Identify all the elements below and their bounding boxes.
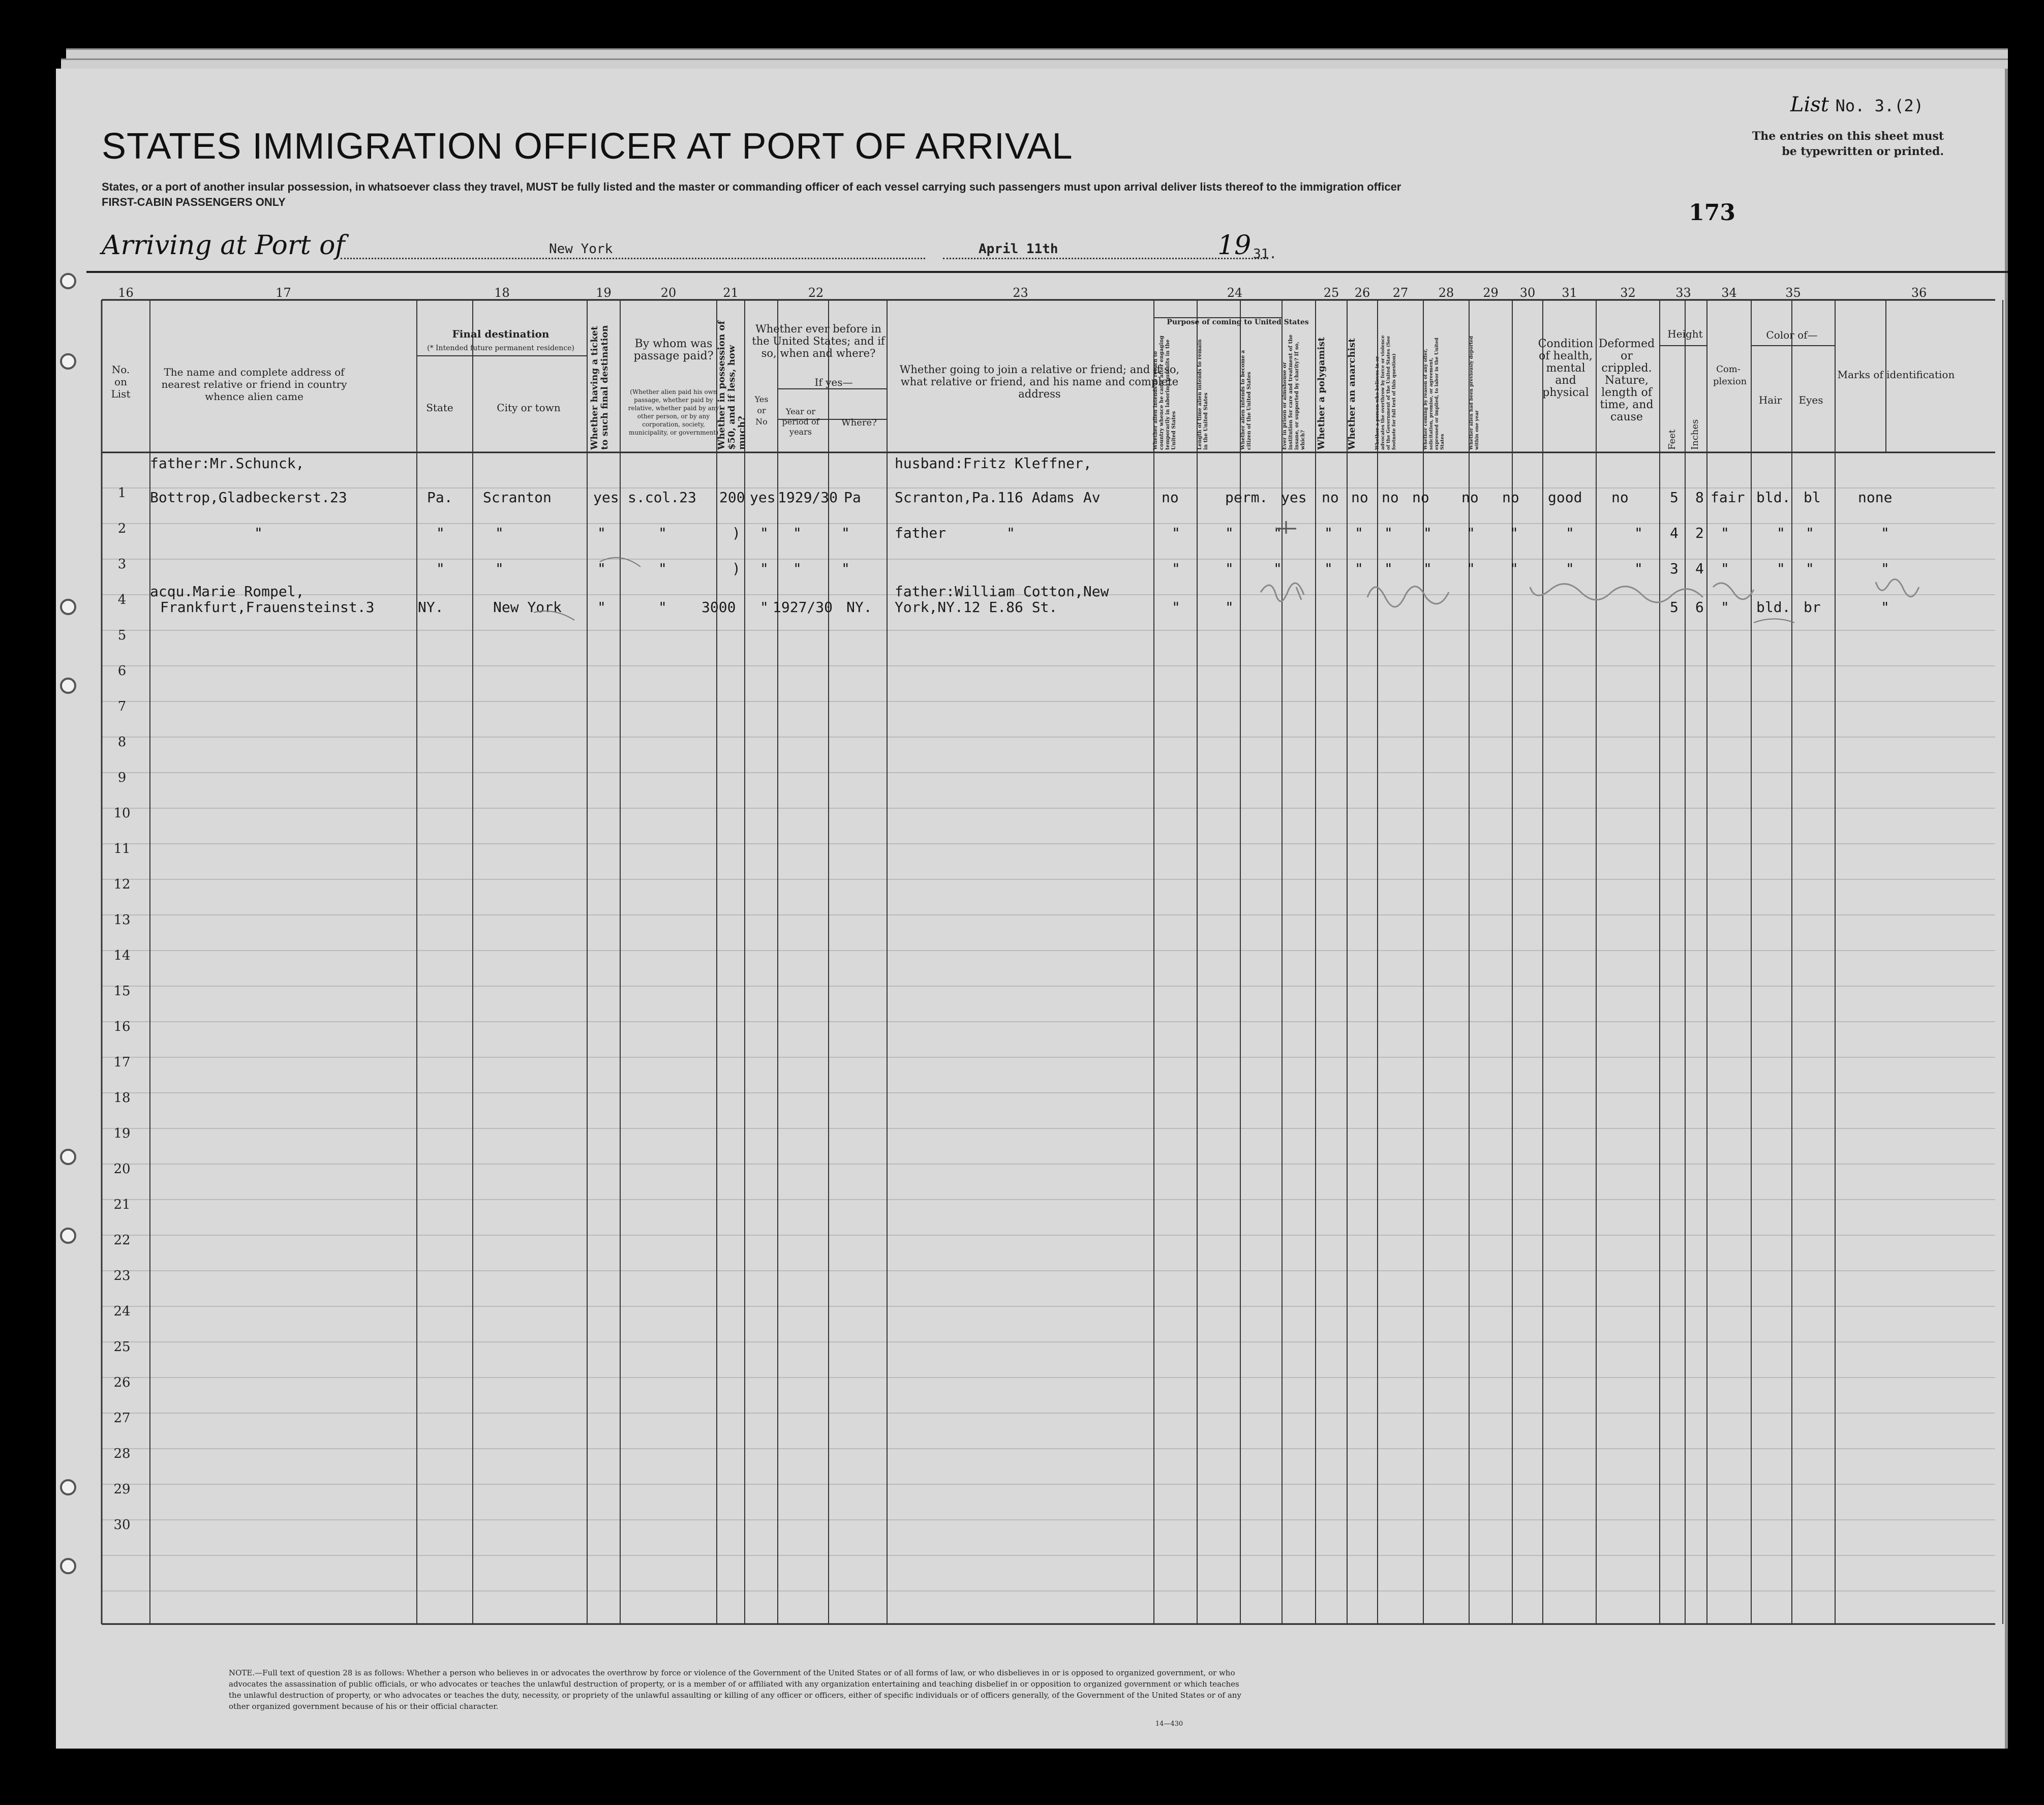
row-number-7: 7 xyxy=(117,699,127,714)
row-number-10: 10 xyxy=(113,806,131,821)
r4-year: 1927/30 xyxy=(773,599,833,616)
r4-join-line1: father:William Cotton,New xyxy=(895,583,1109,600)
r4-ticket: " xyxy=(597,599,606,616)
r4-marks: " xyxy=(1881,599,1889,616)
r2-ticket: " xyxy=(597,525,606,541)
r3-c28: " xyxy=(1423,560,1432,577)
r2-eyes: " xyxy=(1806,525,1814,541)
row-number-24: 24 xyxy=(113,1304,131,1319)
hdr-color-of: Color of— xyxy=(1766,329,1818,341)
hdr-passage-note: (Whether alien paid his own passage, whether paid by relative, whether paid by any other person, or by any corporation, society, municipality, or government) xyxy=(628,388,719,436)
hdr-city: City or town xyxy=(497,402,561,414)
hdr-purpose-length: Length of time alien intends to remain in the United States xyxy=(1197,339,1209,450)
r2-join-ditto: " xyxy=(1006,525,1015,541)
r4-city: New York xyxy=(493,599,562,616)
hdr-money: Whether in possession of $50, and if less, how much? xyxy=(716,320,747,450)
r1-q30: no xyxy=(1502,489,1519,506)
r4-hair: bld. xyxy=(1756,599,1791,616)
hdr-hair: Hair xyxy=(1758,394,1782,406)
typewritten-note-line-2: be typewritten or printed. xyxy=(1782,145,1944,158)
hdr-polygamist: Whether a polygamist xyxy=(1316,337,1327,450)
r4-relative-line2: Frankfurt,Frauensteinst.3 xyxy=(160,599,375,616)
hdr-anarchist: Whether an anarchist xyxy=(1347,338,1357,450)
r3-c26: " xyxy=(1355,560,1363,577)
r1-q29: no xyxy=(1461,489,1479,506)
hdr-relative: The name and complete address of nearest relative or friend in country whence alien came xyxy=(161,366,347,403)
r3-c27: " xyxy=(1384,560,1393,577)
r1-purpose-citizen: yes xyxy=(1281,489,1307,506)
r4-money: 3000 xyxy=(701,599,736,616)
row-number-12: 12 xyxy=(113,877,131,892)
form-title: STATES IMMIGRATION OFFICER AT PORT OF ARRIVAL xyxy=(102,126,1073,167)
binder-hole-8 xyxy=(60,1558,76,1574)
r3-eyes: " xyxy=(1806,560,1814,577)
r3-complexion: " xyxy=(1721,560,1729,577)
column-number-29: 29 xyxy=(1483,286,1499,300)
r3-c30: " xyxy=(1510,560,1518,577)
r3-money: ) xyxy=(732,560,741,577)
r3-where: " xyxy=(841,560,850,577)
year-suffix: 31. xyxy=(1253,247,1277,262)
r2-p2: " xyxy=(1225,525,1234,541)
hdr-height: Height xyxy=(1667,328,1703,340)
column-number-31: 31 xyxy=(1562,286,1577,300)
r2-c27: " xyxy=(1384,525,1393,541)
row-number-3: 3 xyxy=(117,557,127,572)
row-number-19: 19 xyxy=(113,1126,131,1141)
column-number-18: 18 xyxy=(494,286,510,300)
r2-hair: " xyxy=(1777,525,1785,541)
column-number-25: 25 xyxy=(1323,286,1339,300)
r4-eyes: br xyxy=(1804,599,1821,616)
r2-city: " xyxy=(495,525,504,541)
column-number-36: 36 xyxy=(1911,286,1927,300)
binder-hole-7 xyxy=(60,1479,76,1495)
r4-passage: " xyxy=(658,599,667,616)
row-number-15: 15 xyxy=(113,984,131,999)
r1-passage: s.col.23 xyxy=(628,489,696,506)
hdr-prison: Ever in prison or almshouse or institution for care and treatment of the insane, or supported by charity? If so, which? xyxy=(1282,334,1306,450)
row-number-22: 22 xyxy=(113,1233,131,1248)
hdr-marks: Marks of identification xyxy=(1837,369,1955,381)
r1-feet: 5 xyxy=(1670,489,1679,506)
hdr-deformed: Deformed or crippled. Nature, length of time, and cause xyxy=(1598,338,1655,423)
subtitle-line-1: States, or a port of another insular possession, in whatsoever class they travel, MUST be fully listed and the master or commanding officer of each vessel carrying such passengers must upon arrival deliver lists thereof to the immigration officer xyxy=(102,180,1401,193)
r1-complexion: fair xyxy=(1711,489,1745,506)
r1-hair: bld. xyxy=(1756,489,1791,506)
r1-polygamist: no xyxy=(1351,489,1368,506)
hdr-passage: By whom was passage paid? xyxy=(633,338,714,362)
column-number-22: 22 xyxy=(808,286,824,300)
column-number-19: 19 xyxy=(596,286,612,300)
r3-feet: 3 xyxy=(1670,560,1679,577)
footnote: NOTE.—Full text of question 28 is as follows: Whether a person who believes in or advocates the overthrow by force or violence of the Government of the United States or of all forms of law, or who disbelieves in or is opposed to organized government, or who advocates the assassination of public officials, or who advocates or teaches the unlawful destruction of property, or is a member of or affiliated with any organization entertaining and teaching disbelief in or opposition to organized government or which teaches the unlawful destruction of property, or who advocates or teaches the duty, necessity, or propriety of the unlawful assaulting or killing of any officer or officers, either of specific individuals or of officers generally, of the Government of the United States or of any other organized government because of his or their official character. xyxy=(229,1668,1241,1711)
r2-money: ) xyxy=(732,525,741,541)
r2-c28: " xyxy=(1423,525,1432,541)
r3-ticket: " xyxy=(597,560,606,577)
column-number-32: 32 xyxy=(1620,286,1636,300)
row-number-20: 20 xyxy=(113,1161,131,1177)
row-number-1: 1 xyxy=(117,485,127,501)
r3-city: " xyxy=(495,560,504,577)
r1-relative-line1: father:Mr.Schunck, xyxy=(150,455,304,472)
binder-hole-1 xyxy=(60,273,76,289)
hdr-q28: Whether a person who believes in or advocates the overthrow by force or violence of the Government of the United States (See footnote for full text of this question) xyxy=(1375,335,1397,450)
r1-inches: 8 xyxy=(1695,489,1704,506)
r1-join-line1: husband:Fritz Kleffner, xyxy=(895,455,1092,472)
hdr-final-destination: Final destination xyxy=(452,328,550,340)
r4-p1: " xyxy=(1172,599,1180,616)
year-prefix: 19 xyxy=(1217,230,1252,261)
binder-hole-4 xyxy=(60,678,76,694)
r2-p3: " xyxy=(1273,525,1282,541)
r3-p3: " xyxy=(1273,560,1282,577)
typewritten-note-line-1: The entries on this sheet must xyxy=(1752,130,1944,143)
binder-hole-2 xyxy=(60,353,76,370)
r2-join: father xyxy=(895,525,947,541)
r4-complexion: " xyxy=(1721,599,1729,616)
r1-marks: none xyxy=(1858,489,1893,506)
row-number-5: 5 xyxy=(117,628,127,643)
row-number-30: 30 xyxy=(113,1517,131,1533)
r3-inches: 4 xyxy=(1695,560,1704,577)
r1-eyes: bl xyxy=(1804,489,1821,506)
row-number-21: 21 xyxy=(113,1197,131,1212)
hdr-purpose-return: Whether alien intends to return to country whence he came after engaging temporarily in laboring pursuits in the United States xyxy=(1153,335,1177,450)
column-number-27: 27 xyxy=(1392,286,1409,300)
hdr-feet: Feet xyxy=(1667,429,1677,450)
column-number-23: 23 xyxy=(1013,286,1028,300)
r1-state: Pa. xyxy=(427,489,453,506)
hdr-no-on-list: No. on List xyxy=(111,363,131,400)
r1-q28: no xyxy=(1412,489,1429,506)
row-number-18: 18 xyxy=(113,1090,131,1106)
column-number-28: 28 xyxy=(1438,286,1454,300)
hdr-q30: Whether alien had been previously deported within one year xyxy=(1469,335,1480,450)
column-number-35: 35 xyxy=(1785,286,1801,300)
arriving-label: Arriving at Port of xyxy=(102,230,345,261)
subtitle-line-2: FIRST-CABIN PASSENGERS ONLY xyxy=(102,196,286,208)
r3-hair: " xyxy=(1777,560,1785,577)
r2-complexion: " xyxy=(1721,525,1729,541)
r1-ticket: yes xyxy=(593,489,619,506)
r4-inches: 6 xyxy=(1695,599,1704,616)
hdr-complexion: Com-plexion xyxy=(1713,364,1747,387)
row-number-2: 2 xyxy=(117,521,127,536)
r1-year: 1929/30 xyxy=(778,489,838,506)
column-number-33: 33 xyxy=(1675,286,1691,300)
r3-c29: " xyxy=(1467,560,1475,577)
r1-relative-line2: Bottrop,Gladbeckerst.23 xyxy=(150,489,347,506)
binder-hole-5 xyxy=(60,1149,76,1165)
r3-passage: " xyxy=(658,560,667,577)
handwritten-annotations xyxy=(56,69,2008,1749)
r2-year: " xyxy=(793,525,802,541)
r3-year: " xyxy=(793,560,802,577)
row-number-4: 4 xyxy=(117,592,127,607)
r4-before: " xyxy=(760,599,769,616)
r3-before: " xyxy=(760,560,769,577)
r2-feet: 4 xyxy=(1670,525,1679,541)
r2-c30: " xyxy=(1510,525,1518,541)
column-number-20: 20 xyxy=(660,286,677,300)
hdr-where: Where? xyxy=(841,417,877,428)
r3-p1: " xyxy=(1172,560,1180,577)
row-number-6: 6 xyxy=(117,663,127,679)
hdr-health: Condition of health, mental and physical xyxy=(1538,338,1594,399)
r1-anarchist: no xyxy=(1382,489,1399,506)
column-number-30: 30 xyxy=(1519,286,1536,300)
row-number-16: 16 xyxy=(113,1019,131,1034)
r2-passage: " xyxy=(658,525,667,541)
r1-city: Scranton xyxy=(483,489,552,506)
hdr-final-destination-note: (* Intended future permanent residence) xyxy=(427,344,574,352)
date-value: April 11th xyxy=(979,241,1058,257)
row-number-28: 28 xyxy=(113,1446,131,1461)
r1-where: Pa xyxy=(844,489,861,506)
row-number-23: 23 xyxy=(113,1268,131,1283)
row-number-29: 29 xyxy=(113,1482,131,1497)
r3-health: " xyxy=(1566,560,1574,577)
hdr-state: State xyxy=(426,402,453,414)
row-number-8: 8 xyxy=(117,735,127,750)
column-number-21: 21 xyxy=(723,286,739,300)
r2-marks: " xyxy=(1881,525,1889,541)
column-number-24: 24 xyxy=(1227,286,1243,300)
r2-before: " xyxy=(760,525,769,541)
r1-before: yes xyxy=(750,489,776,506)
r2-c26: " xyxy=(1355,525,1363,541)
row-number-11: 11 xyxy=(113,841,131,856)
form-number: 14—430 xyxy=(1155,1720,1183,1728)
r1-purpose-length: perm. xyxy=(1225,489,1268,506)
r4-where: NY. xyxy=(846,599,872,616)
r4-feet: 5 xyxy=(1670,599,1679,616)
r2-deformed: " xyxy=(1634,525,1643,541)
r2-relative: " xyxy=(254,525,263,541)
column-number-34: 34 xyxy=(1721,286,1737,300)
r2-where: " xyxy=(841,525,850,541)
row-number-13: 13 xyxy=(113,912,131,928)
hdr-if-yes: If yes— xyxy=(814,376,853,388)
hdr-year-period: Year or period of years xyxy=(782,407,819,437)
port-value: New York xyxy=(549,241,613,257)
r2-c29: " xyxy=(1467,525,1475,541)
r4-relative-line1: acqu.Marie Rompel, xyxy=(150,583,304,600)
row-number-17: 17 xyxy=(113,1055,131,1070)
binder-hole-6 xyxy=(60,1228,76,1244)
binder-hole-3 xyxy=(60,599,76,615)
hdr-inches: Inches xyxy=(1690,419,1700,450)
hdr-purpose-citizen: Whether alien intends to become a citizen of the United States xyxy=(1240,350,1252,450)
page-number: 173 xyxy=(1689,200,1735,226)
hdr-before: Whether ever before in the United States; and if so, when and where? xyxy=(752,323,885,359)
r2-health: " xyxy=(1566,525,1574,541)
hdr-q29: Whether coming by reason of any offer, solicitation, promise, or agreement, expressed or implied, to labor in the United States xyxy=(1423,338,1445,450)
list-value: No. 3.(2) xyxy=(1835,96,1924,115)
r1-deformed: no xyxy=(1611,489,1629,506)
r2-inches: 2 xyxy=(1695,525,1704,541)
row-number-9: 9 xyxy=(117,770,127,785)
r1-money: 200 xyxy=(719,489,745,506)
hdr-joining: Whether going to join a relative or friend; and if so, what relative or friend, and his name and complete address xyxy=(899,363,1180,400)
column-number-16: 16 xyxy=(118,286,134,300)
r3-state: " xyxy=(436,560,445,577)
r2-p1: " xyxy=(1172,525,1180,541)
r1-purpose-return: no xyxy=(1162,489,1179,506)
r4-state: NY. xyxy=(418,599,444,616)
r3-deformed: " xyxy=(1634,560,1643,577)
column-number-17: 17 xyxy=(276,286,291,300)
hdr-purpose: Purpose of coming to United States xyxy=(1167,318,1309,326)
row-number-25: 25 xyxy=(113,1339,131,1355)
r3-c25: " xyxy=(1324,560,1333,577)
r3-p2: " xyxy=(1225,560,1234,577)
manifest-sheet xyxy=(56,69,2008,1749)
hdr-ticket: Whether having a ticket to such final destination xyxy=(589,325,610,450)
hdr-eyes: Eyes xyxy=(1798,394,1823,406)
r1-prison: no xyxy=(1322,489,1339,506)
list-label: List xyxy=(1790,93,1829,116)
r4-p2: " xyxy=(1225,599,1234,616)
r3-marks: " xyxy=(1881,560,1889,577)
r4-join-line2: York,NY.12 E.86 St. xyxy=(895,599,1058,616)
r2-state: " xyxy=(436,525,445,541)
r1-health: good xyxy=(1548,489,1582,506)
row-number-26: 26 xyxy=(113,1375,131,1390)
r1-join-line2: Scranton,Pa.116 Adams Av xyxy=(895,489,1101,506)
hdr-yes-no: Yes or No xyxy=(754,394,769,426)
row-number-14: 14 xyxy=(113,948,131,963)
r2-c25: " xyxy=(1324,525,1333,541)
row-number-27: 27 xyxy=(113,1411,131,1426)
column-number-26: 26 xyxy=(1354,286,1370,300)
